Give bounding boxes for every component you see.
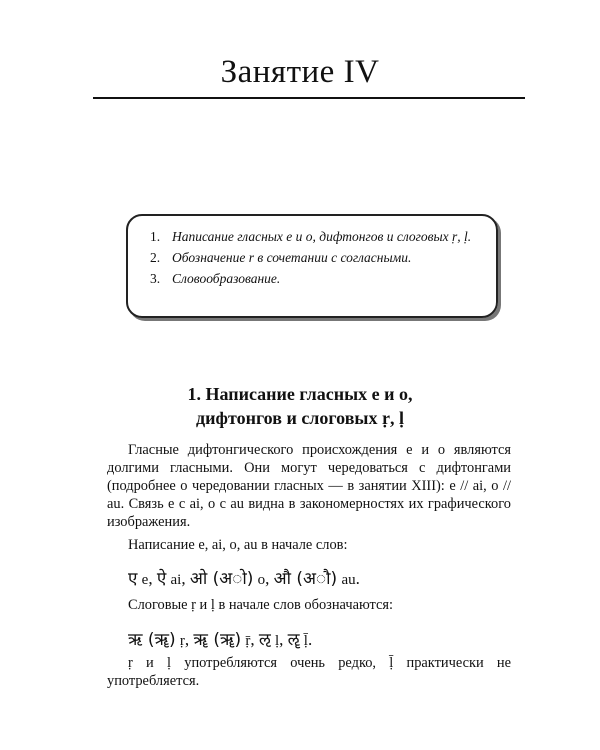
paragraph-rarity: ṛ и ḷ употребляются очень редко, ḹ практически не употребляется. [107,655,511,689]
outline-item [150,270,482,288]
paragraph-syllabic: Слоговые ṛ и ḷ в начале слов обозначаются: [128,597,393,613]
devanagari-letter-l: ऌ [258,630,271,650]
translit-au: au [341,572,356,588]
translit-r: ṛ [179,633,185,649]
devanagari-letter-e: ए [128,569,138,589]
outline-item-number: 1. [150,229,161,244]
paragraph-diphthongs: Гласные дифтонгического происхождения e и o являются долгими гласными. Они могут чередоваться с дифтонгами (подробнее о чередовании гласных — в занятии XIII): e // ai, o // au. Связь e c ai, o c au видна в закономерностях их графического изображения. [107,442,511,530]
section-heading-line-2: дифтонгов и слоговых ṛ, ḷ [196,408,404,428]
outline-item-number: 3. [150,271,161,286]
outline-item-text: Обозначение r в сочетании с согласными. [172,250,412,265]
translit-l: ḷ [274,633,280,649]
translit-e: e [141,572,149,588]
devanagari-letter-r: ऋ (ॠ) [128,630,176,650]
paragraph-initial-vowels: Написание e, ai, o, au в начале слов: [128,537,348,553]
section-heading-line-1: 1. Написание гласных е и о, [187,384,413,404]
section-heading [0,382,600,430]
title-rule [93,97,525,99]
page-title: Занятие IV [220,54,380,90]
outline-item-number: 2. [150,250,161,265]
outline-item [150,228,482,246]
outline-item-text: Словообразование. [172,271,281,286]
translit-ai: ai [170,572,182,588]
devanagari-letter-rr: ॠ (ॠ) [193,630,242,650]
devanagari-letter-ai: ऐ [156,569,167,589]
initial-vowel-letters: ए e, ऐ ai, ओ (अो) o, औ (अौ) au. [128,569,360,589]
translit-o: o [257,572,266,588]
devanagari-letter-au: औ (अौ) [273,569,338,589]
devanagari-letter-ll: ॡ [287,630,300,650]
syllabic-letters: ऋ (ॠ) ṛ, ॠ (ॠ) ṝ, ऌ ḷ, ॡ ḹ. [128,630,313,650]
lesson-outline-box [126,214,498,318]
outline-item-text: Написание гласных е и о, дифтонгов и слоговых ṛ, ḷ. [172,229,472,244]
translit-ll: ḹ [303,633,308,649]
outline-list [150,228,482,288]
outline-item [150,249,482,267]
translit-rr: ṝ [245,633,251,649]
devanagari-letter-o: ओ (अो) [189,569,254,589]
